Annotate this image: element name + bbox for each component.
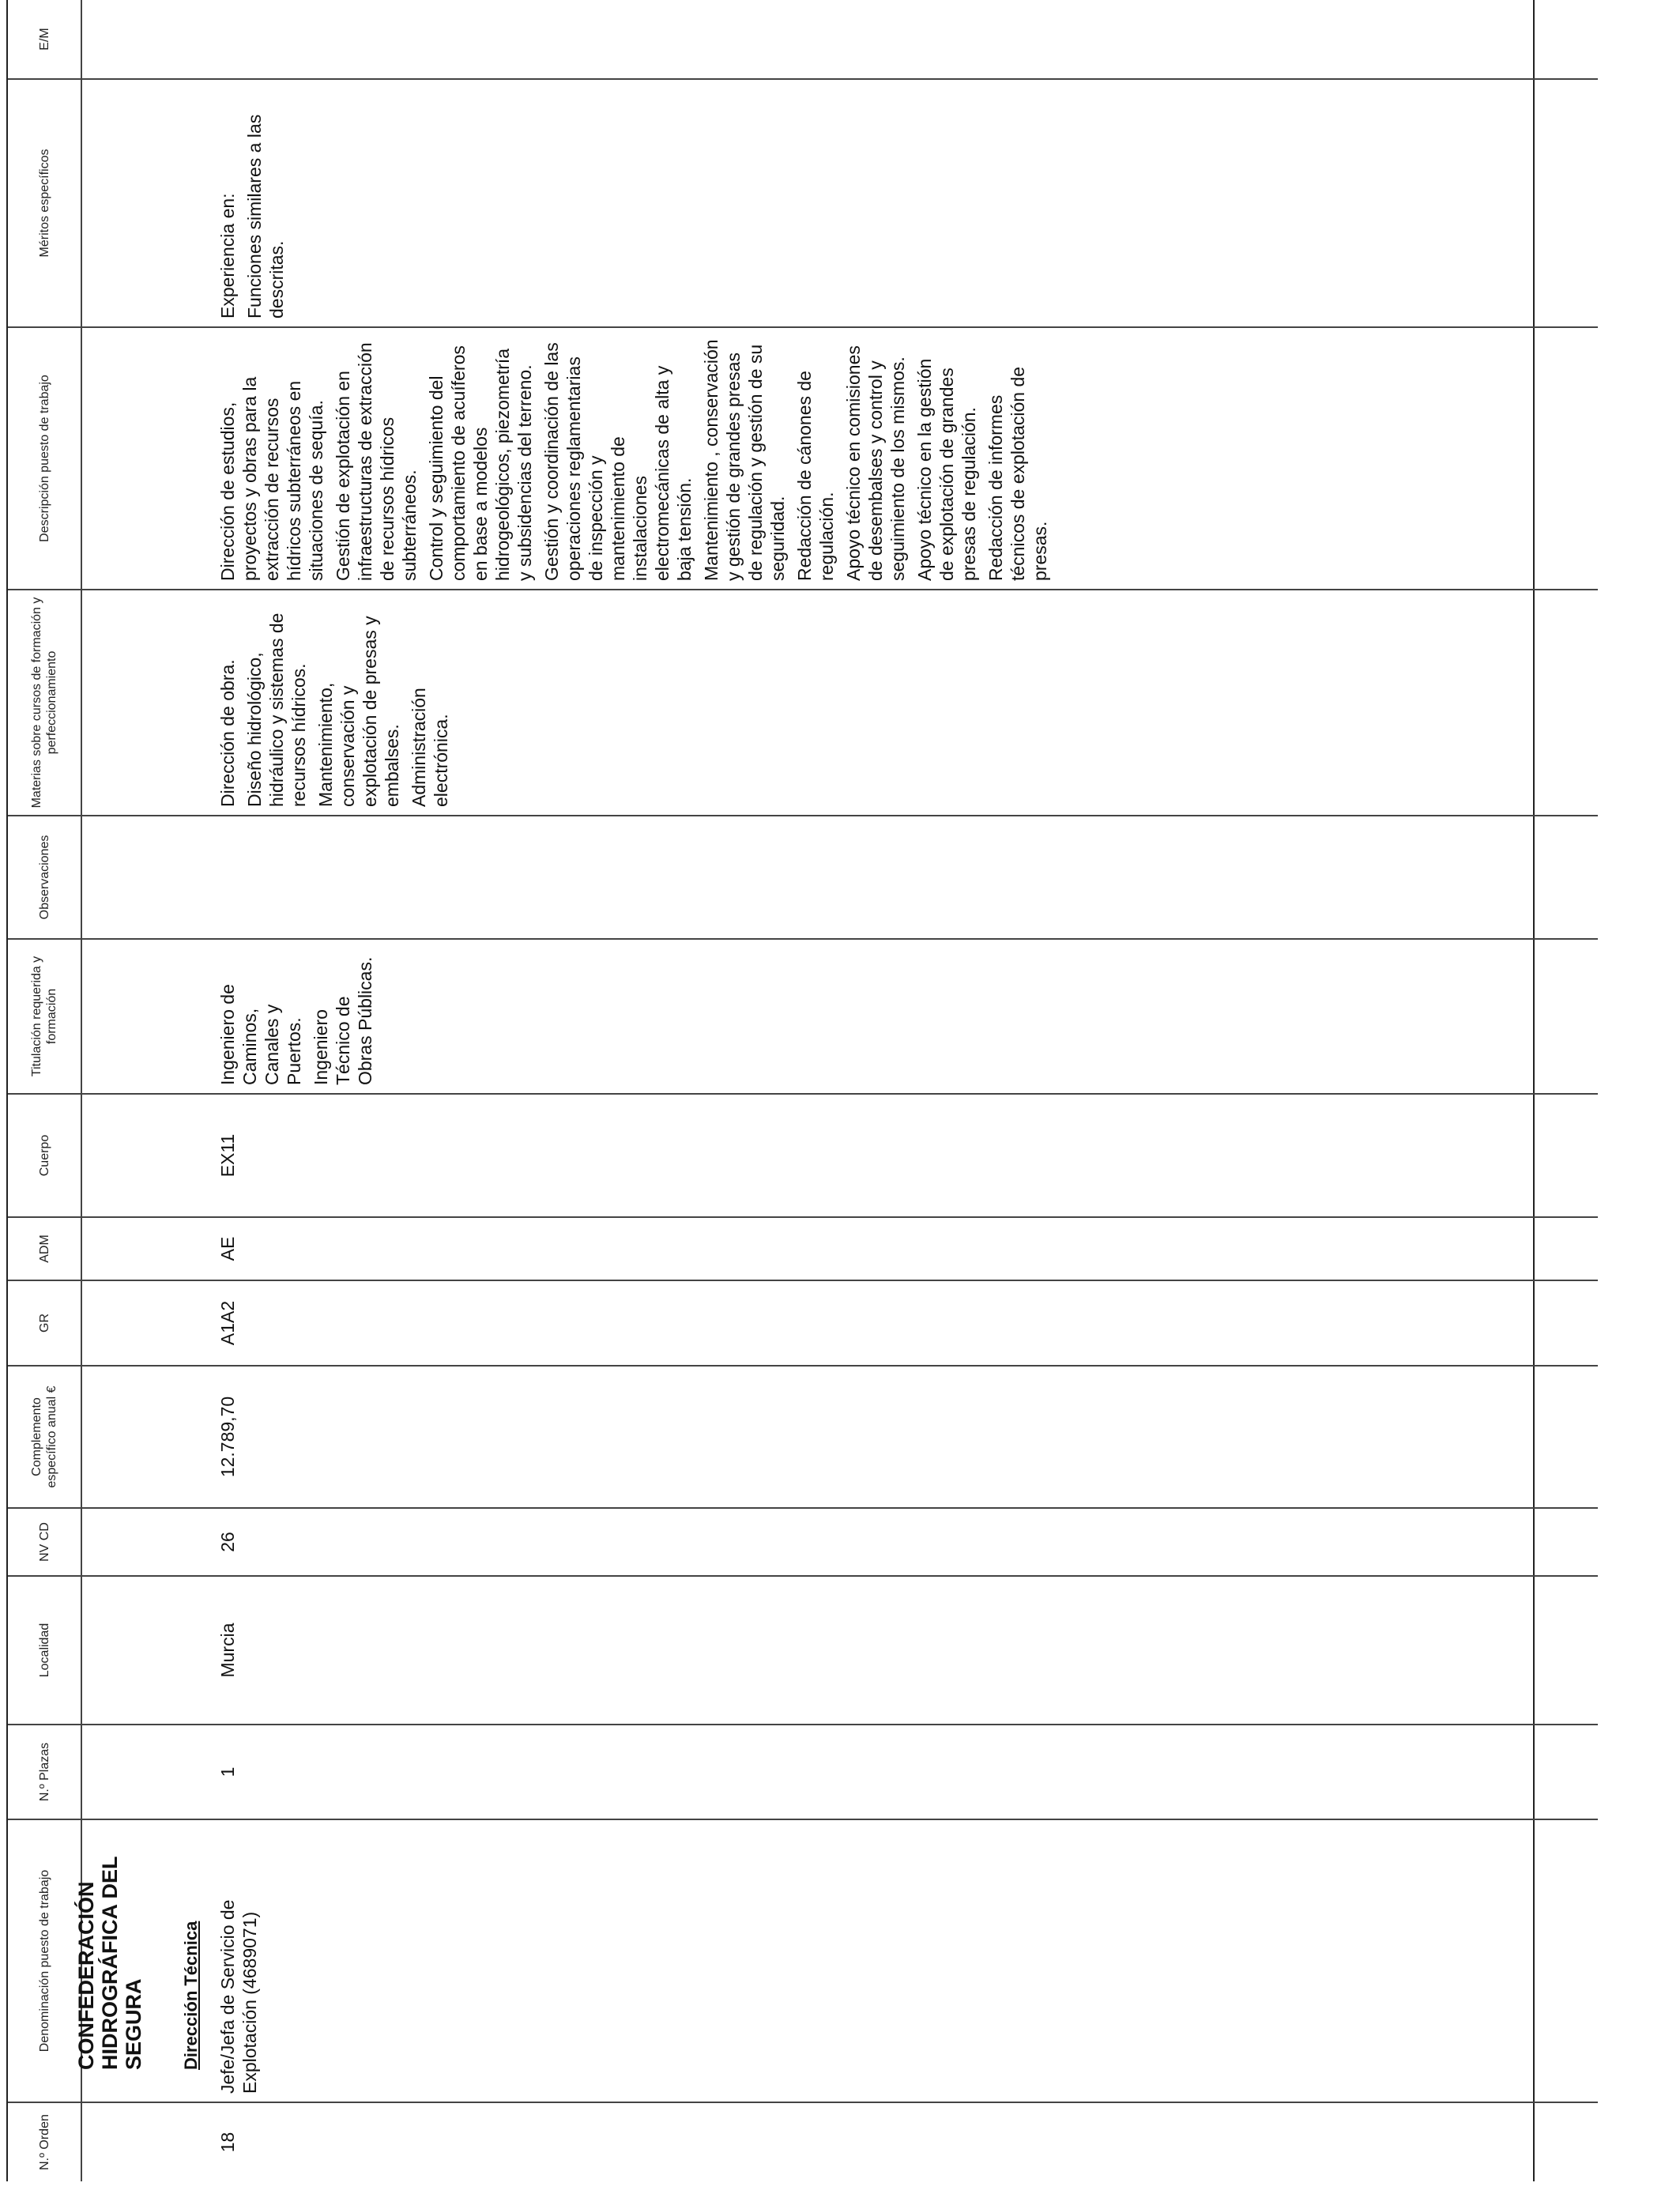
cell-localidad: Murcia (202, 1576, 1598, 1725)
header-gr: GR (8, 1280, 81, 1366)
cell-plazas: 1 (202, 1725, 1598, 1819)
cell-orden: 18 (217, 2132, 238, 2153)
header-materias: Materias sobre cursos de formación y perfeccionamiento (8, 590, 81, 816)
job-table-frame (6, 0, 1535, 2181)
header-plazas: N.º Plazas (8, 1725, 81, 1819)
descripcion-item: Control y seguimiento del comportamiento de acuíferos en base a modelos hidrogeológicos, piezometría y subsidencias del terreno. (426, 345, 535, 581)
descripcion-item: Gestión de explotación en infraestructuras de extracción de recursos hídricos subterráneos. (333, 342, 420, 581)
descripcion-item: Apoyo técnico en comisiones de desembalses y control y seguimiento de los mismos. (843, 345, 908, 581)
cell-denominacion: Jefe/Jefa de Servicio de Explotación (4689071) (202, 1819, 1598, 2102)
cell-titulacion (202, 939, 1598, 1094)
job-positions-table (8, 0, 1598, 2181)
header-row (8, 0, 81, 2181)
table-row (202, 0, 1598, 2181)
header-adm: ADM (8, 1217, 81, 1280)
cell-descripcion (202, 327, 1598, 590)
titulacion-item: Ingeniero Técnico de Obras Públicas. (311, 956, 375, 1085)
cell-gr: A1A2 (202, 1280, 1598, 1366)
descripcion-item: Dirección de estudios, proyectos y obras para la extracción de recursos hídricos subterráneos en situaciones de sequía. (217, 376, 326, 581)
descripcion-item: Mantenimiento , conservación y gestión de grandes presas de regulación y gestión de su seguridad. (701, 339, 788, 581)
header-localidad: Localidad (8, 1576, 81, 1725)
cell-adm: AE (202, 1217, 1598, 1280)
cell-em (202, 0, 1598, 79)
header-complemento: Complemento específico anual € (8, 1366, 81, 1508)
header-titulacion: Titulación requerida y formación (8, 939, 81, 1094)
header-nvcd: NV CD (8, 1508, 81, 1576)
materia-item: Diseño hidrológico, hidráulico y sistemas de recursos hídricos. (244, 613, 309, 807)
header-observaciones: Observaciones (8, 816, 81, 939)
materia-item: Administración electrónica. (409, 688, 451, 807)
header-em: E/M (8, 0, 81, 79)
cell-observaciones (202, 816, 1598, 939)
header-denominacion: Denominación puesto de trabajo (8, 1819, 81, 2102)
header-orden: N.º Orden (8, 2102, 81, 2181)
descripcion-item: Apoyo técnico en la gestión de explotación de grandes presas de regulación. (914, 358, 979, 581)
header-meritos: Méritos específicos (8, 79, 81, 327)
materia-item: Dirección de obra. (217, 659, 238, 807)
materia-item: Mantenimiento, conservación y explotación de presas y embalses. (315, 616, 402, 807)
descripcion-item: Redacción de informes técnicos de explotación de presas. (985, 366, 1050, 581)
merito-item: Experiencia en: (217, 193, 238, 319)
cell-materias (202, 590, 1598, 816)
descripcion-item: Redacción de cánones de regulación. (794, 371, 837, 581)
organism-row (81, 0, 202, 2181)
header-descripcion: Descripción puesto de trabajo (8, 327, 81, 590)
organism-title: CONFEDERACIÓN HIDROGRÁFICA DEL SEGURA (74, 1857, 145, 2070)
cell-nvcd: 26 (202, 1508, 1598, 1576)
merito-item: Funciones similares a las descritas. (244, 114, 287, 319)
direction-title: Dirección Técnica (181, 1921, 201, 2070)
titulacion-item: Ingeniero de Caminos, Canales y Puertos. (217, 984, 304, 1085)
header-cuerpo: Cuerpo (8, 1094, 81, 1217)
descripcion-item: Gestión y coordinación de las operaciones reglamentarias de inspección y mantenimiento de instalaciones electromecánicas de alta y baja tensión. (541, 342, 695, 581)
cell-complemento: 12.789,70 (202, 1366, 1598, 1508)
cell-cuerpo: EX11 (202, 1094, 1598, 1217)
cell-meritos (202, 79, 1598, 327)
